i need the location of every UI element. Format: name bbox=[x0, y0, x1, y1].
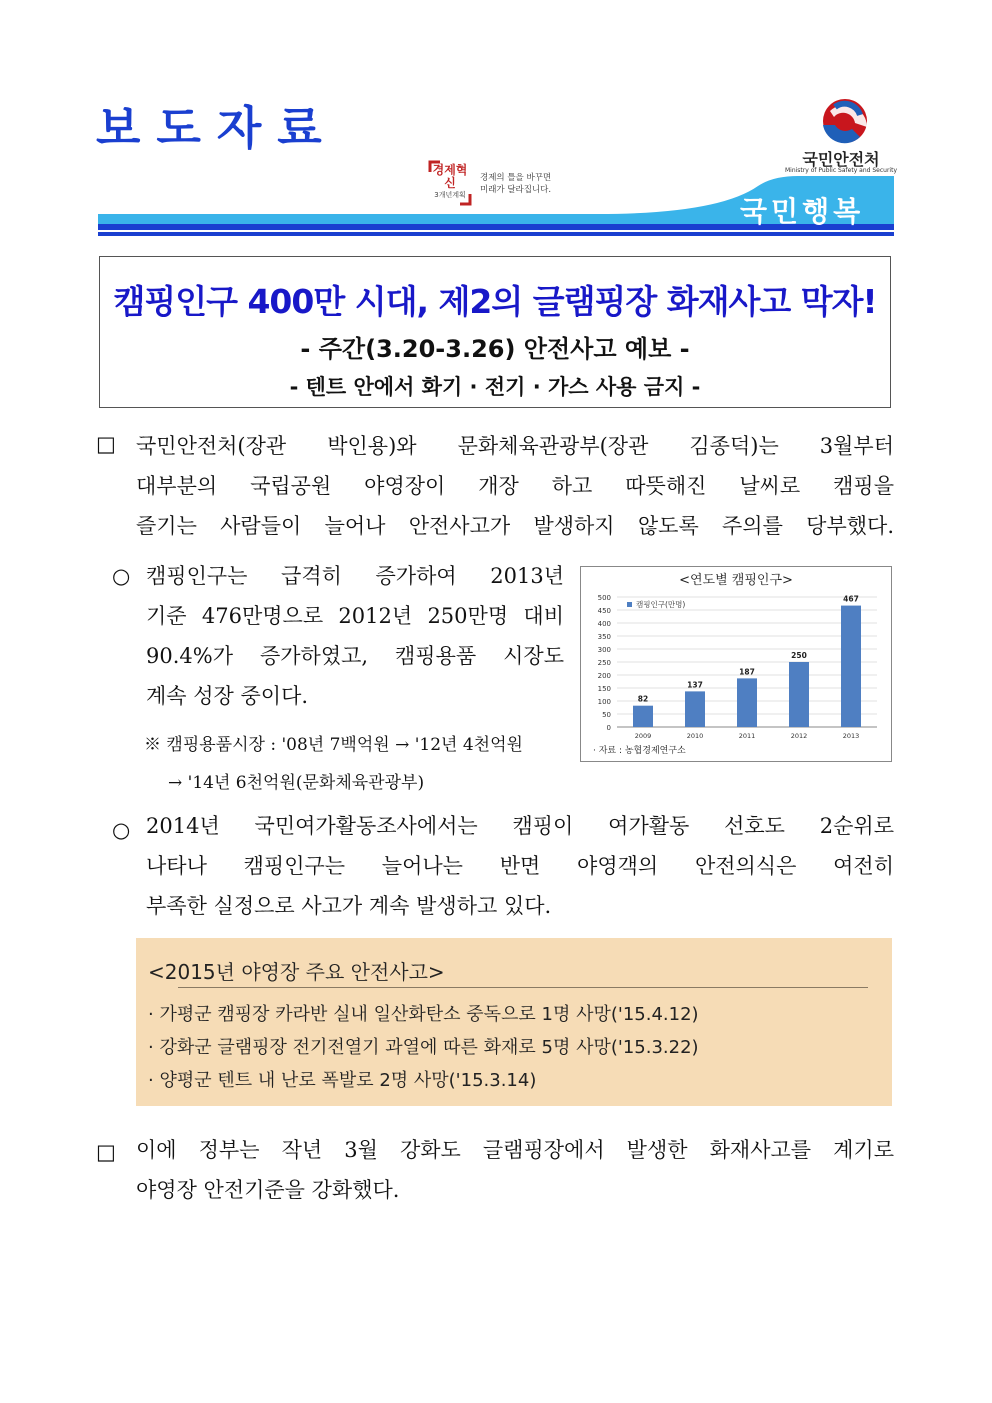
text-line: 이에 정부는 작년 3월 강화도 글램핑장에서 발생한 화재사고를 계기로 bbox=[136, 1138, 894, 1162]
x-tick-label: 2012 bbox=[790, 732, 808, 740]
innovation-title: 경제혁신 bbox=[432, 163, 468, 190]
slogan-line: 경제의 틀을 바꾸면 bbox=[480, 173, 552, 183]
headline: 캠핑인구 400만 시대, 제2의 글램핑장 화재사고 막자! bbox=[113, 282, 877, 321]
legend-label: 캠핑인구(만명) bbox=[636, 600, 686, 609]
text-line: 캠핑인구는 급격히 증가하여 2013년 bbox=[146, 564, 564, 588]
chart-svg bbox=[581, 567, 891, 761]
slogan-line: 미래가 달라집니다. bbox=[480, 185, 552, 195]
accident-item: · 가평군 캠핑장 카라반 실내 일산화탄소 중독으로 1명 사망('15.4.12) bbox=[148, 1004, 699, 1025]
subtitle-warning: - 텐트 안에서 화기 · 전기 · 가스 사용 금지 - bbox=[289, 375, 701, 399]
market-note-cont: → '14년 6천억원(문화체육관광부) bbox=[168, 773, 425, 793]
org-name: 국민안전처 bbox=[802, 150, 880, 169]
innovation-slogan bbox=[480, 172, 551, 196]
chart-bar bbox=[841, 606, 861, 727]
text-line: 2014년 국민여가활동조사에서는 캠핑이 여가활동 선호도 2순위로 bbox=[146, 814, 894, 838]
y-tick-label: 100 bbox=[597, 698, 611, 706]
camping-population-chart bbox=[580, 566, 892, 762]
y-tick-label: 400 bbox=[597, 620, 611, 628]
circle-bullet: ○ bbox=[112, 564, 131, 588]
square-bullet: □ bbox=[96, 432, 116, 456]
paragraph-survey bbox=[146, 806, 894, 926]
ministry-emblem-icon bbox=[790, 97, 900, 147]
text-line: 90.4%가 증가하였고, 캠핑용품 시장도 bbox=[146, 644, 564, 668]
square-bullet: □ bbox=[96, 1140, 116, 1164]
legend-swatch bbox=[627, 602, 632, 607]
accident-item: · 양평군 텐트 내 난로 폭발로 2명 사망('15.3.14) bbox=[148, 1070, 537, 1091]
press-release-title: 보도자료 bbox=[96, 101, 338, 155]
chart-bar bbox=[685, 691, 705, 727]
innovation-subtitle: 3개년계획 bbox=[434, 191, 466, 199]
accident-box-title: <2015년 야영장 주요 안전사고> bbox=[148, 960, 445, 984]
subtitle-forecast: - 주간(3.20-3.26) 안전사고 예보 - bbox=[300, 335, 690, 363]
y-tick-label: 150 bbox=[597, 685, 611, 693]
data-label: 467 bbox=[843, 594, 859, 604]
paragraph-camping-growth bbox=[146, 556, 564, 716]
chart-source: · 자료 : 농협경제연구소 bbox=[593, 746, 686, 756]
data-label: 82 bbox=[637, 694, 649, 704]
x-tick-label: 2011 bbox=[738, 732, 756, 740]
y-tick-label: 0 bbox=[606, 724, 611, 732]
data-label: 250 bbox=[791, 651, 807, 660]
y-tick-label: 250 bbox=[597, 659, 611, 667]
text-line: 대부분의 국립공원 야영장이 개장 하고 따뜻해진 날씨로 캠핑을 bbox=[136, 474, 894, 498]
text-line: 부족한 실정으로 사고가 계속 발생하고 있다. bbox=[146, 894, 552, 918]
market-note: ※ 캠핑용품시장 : '08년 7백억원 → '12년 4천억원 bbox=[144, 735, 523, 755]
accident-item: · 강화군 글램핑장 전기전열기 과열에 따른 화재로 5명 사망('15.3.22) bbox=[148, 1037, 699, 1058]
text-line: 야영장 안전기준을 강화했다. bbox=[136, 1178, 400, 1202]
y-tick-label: 50 bbox=[602, 711, 611, 719]
org-subtitle: Ministry of Public Safety and Security bbox=[784, 167, 897, 174]
y-tick-label: 200 bbox=[597, 672, 611, 680]
paragraph-regulation bbox=[136, 1130, 894, 1210]
text-line: 기준 476만명으로 2012년 250만명 대비 bbox=[146, 604, 564, 628]
x-tick-label: 2009 bbox=[634, 732, 652, 740]
chart-title: <연도별 캠핑인구> bbox=[679, 573, 793, 588]
chart-bar bbox=[633, 706, 653, 727]
y-tick-label: 500 bbox=[597, 594, 611, 602]
text-line: 즐기는 사람들이 늘어나 안전사고가 발생하지 않도록 주의를 당부했다. bbox=[136, 514, 894, 538]
banner-slogan: 국민행복 bbox=[740, 195, 865, 228]
x-tick-label: 2013 bbox=[842, 732, 860, 740]
data-label: 187 bbox=[739, 667, 755, 677]
y-tick-label: 300 bbox=[597, 646, 611, 654]
y-tick-label: 350 bbox=[597, 633, 611, 641]
text-line: 나타나 캠핑인구는 늘어나는 반면 야영객의 안전의식은 여전히 bbox=[146, 854, 894, 878]
circle-bullet: ○ bbox=[112, 818, 131, 842]
chart-bar bbox=[737, 678, 757, 727]
y-tick-label: 450 bbox=[597, 607, 611, 615]
text-line: 계속 성장 중이다. bbox=[146, 684, 309, 708]
accident-divider bbox=[178, 987, 868, 988]
paragraph-intro bbox=[136, 426, 894, 546]
text-line: 국민안전처(장관 박인용)와 문화체육관광부(장관 김종덕)는 3월부터 bbox=[136, 434, 894, 458]
chart-bar bbox=[789, 662, 809, 727]
data-label: 137 bbox=[687, 680, 703, 690]
x-tick-label: 2010 bbox=[686, 732, 704, 740]
